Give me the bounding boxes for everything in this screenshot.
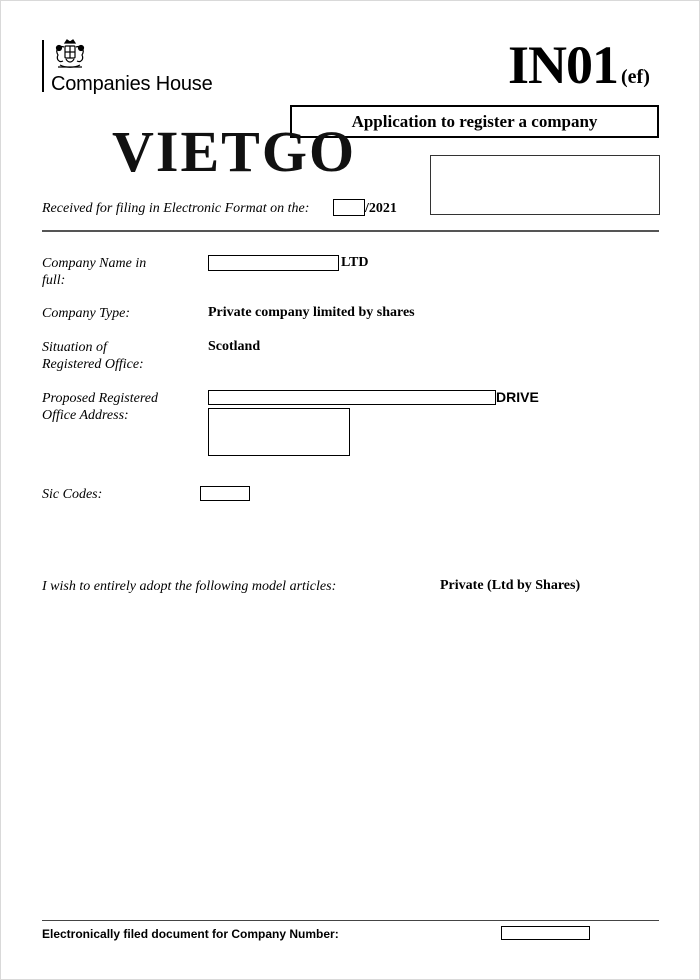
company-number-label: Electronically filed document for Company Number:	[42, 927, 339, 941]
address-label: Proposed Registered Office Address:	[42, 391, 158, 423]
company-name-label: Company Name in full:	[42, 256, 147, 288]
royal-crest-icon	[52, 39, 88, 71]
company-name-field[interactable]	[208, 255, 339, 271]
situation-value: Scotland	[208, 339, 261, 354]
company-number-field[interactable]	[501, 926, 590, 940]
company-type-label: Company Type:	[42, 306, 130, 321]
logo-rule	[42, 40, 44, 92]
company-type-value: Private company limited by shares	[208, 305, 415, 320]
received-date-field[interactable]	[333, 199, 365, 216]
received-year: /2021	[365, 201, 397, 216]
situation-label: Situation of Registered Office:	[42, 340, 144, 372]
articles-value: Private (Ltd by Shares)	[440, 578, 581, 593]
sic-codes-label: Sic Codes:	[42, 487, 103, 502]
header-divider	[42, 230, 659, 232]
filing-stamp-box	[430, 155, 660, 215]
form-code-suffix: (ef)	[621, 66, 650, 88]
footer-divider	[42, 920, 659, 921]
watermark: VIETGO	[112, 119, 357, 184]
articles-label: I wish to entirely adopt the following model articles:	[42, 579, 337, 594]
organisation-name: Companies House	[51, 73, 213, 95]
form-code	[508, 34, 650, 96]
company-name-suffix: LTD	[341, 255, 369, 270]
received-label: Received for filing in Electronic Format on the:	[42, 201, 310, 216]
form-code-main: IN01	[508, 35, 619, 95]
address-extra-field[interactable]	[208, 408, 350, 456]
address-suffix: DRIVE	[496, 389, 539, 405]
form-title: Application to register a company	[290, 105, 659, 138]
address-line-field[interactable]	[208, 390, 496, 405]
sic-codes-field[interactable]	[200, 486, 250, 501]
